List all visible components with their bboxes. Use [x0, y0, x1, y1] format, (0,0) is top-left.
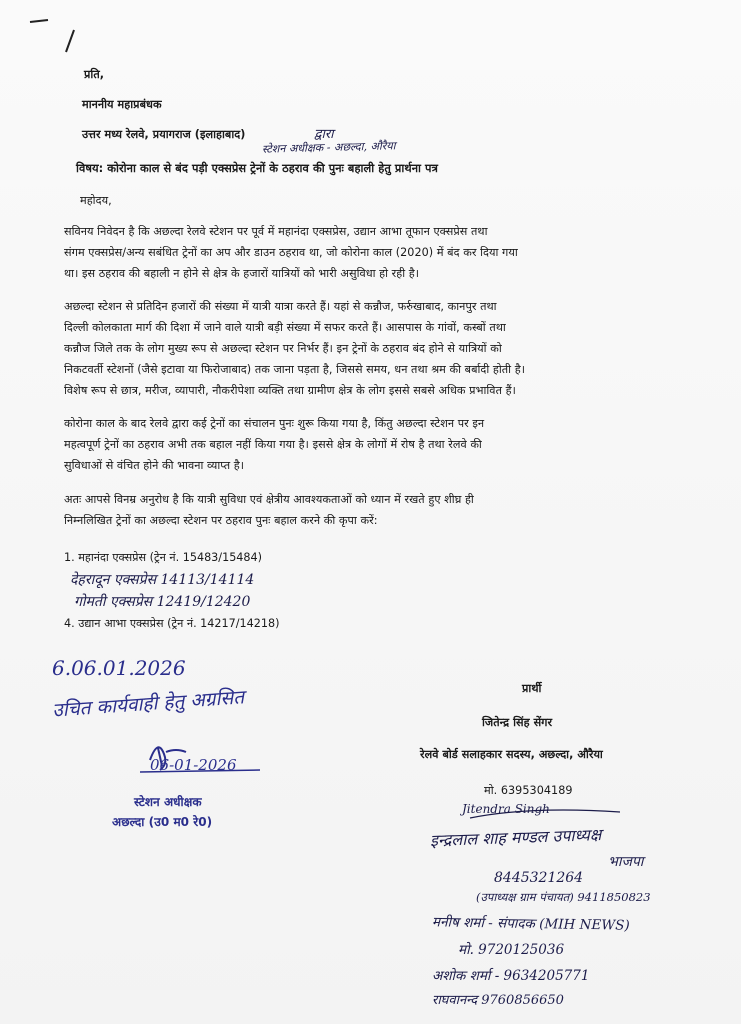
- paragraph-2-line-3: कन्नौज जिले तक के लोग मुख्य रूप से अछल्दा स्टेशन पर निर्भर हैं। इन ट्रेनों के ठहराव बंद होने से यात्रियों को: [64, 342, 502, 355]
- scan-mark-line: [30, 20, 48, 22]
- supporter-2: इन्द्रलाल शाह मण्डल उपाध्यक्ष: [429, 825, 602, 850]
- subject-line: विषय: कोरोना काल से बंद पड़ी एक्सप्रेस ट्रेनों के ठहराव की पुनः बहाली हेतु प्रार्थना पत्र: [76, 161, 438, 175]
- station-stamp-line-2: अछल्दा (उ0 म0 रे0): [112, 815, 213, 829]
- via-note-detail: स्टेशन अधीक्षक - अछल्दा, औरैया: [261, 139, 396, 156]
- paragraph-2-line-5: विशेष रूप से छात्र, मरीज, व्यापारी, नौकरीपेशा व्यक्ति तथा ग्रामीण क्षेत्र के लोग इससे सबसे अधिक प्रभावित हैं।: [64, 384, 516, 397]
- supporter-1: Jitendra Singh: [462, 802, 550, 816]
- scan-mark-slash: [66, 30, 74, 52]
- recipient-office: उत्तर मध्य रेलवे, प्रयागराज (इलाहाबाद): [82, 128, 246, 141]
- endorsement-note: उचित कार्यवाही हेतु अग्रसित: [51, 686, 245, 722]
- via-note: द्वारा: [314, 127, 334, 142]
- paragraph-3-line-3: सुविधाओं से वंचित होने की भावना व्याप्त है।: [64, 459, 245, 472]
- train-list-item-3-handwritten: गोमती एक्सप्रेस 12419/12420: [74, 594, 251, 610]
- signature-label: प्रार्थी: [522, 682, 542, 695]
- paragraph-4-line-2: निम्नलिखित ट्रेनों का अछल्दा स्टेशन पर ठहराव पुनः बहाल करने की कृपा करें:: [64, 514, 378, 527]
- endorsement-date-top: 6.06.01.2026: [52, 656, 186, 680]
- signatory-designation: रेलवे बोर्ड सलाहकार सदस्य, अछल्दा, औरैया: [420, 748, 603, 761]
- train-list-item-2-handwritten: देहरादून एक्सप्रेस 14113/14114: [70, 572, 255, 588]
- supporter-3: भाजपा: [608, 854, 644, 870]
- paragraph-1-line-2: संगम एक्सप्रेस/अन्य सबंधित ट्रेनों का अप और डाउन ठहराव था, जो कोरोना काल (2020) में बंद कर दिया गया: [64, 246, 518, 259]
- paragraph-2-line-1: अछल्दा स्टेशन से प्रतिदिन हजारों की संख्या में यात्री यात्रा करते हैं। यहां से कन्नौज, फर्रुखाबाद, कानपुर तथा: [64, 300, 497, 313]
- supporter-5: (उपाध्यक्ष ग्राम पंचायत) 9411850823: [476, 890, 651, 904]
- supporter-9: राघवानन्द 9760856650: [432, 993, 564, 1008]
- supporter-6: मनीष शर्मा - संपादक (MIH NEWS): [431, 914, 630, 934]
- signatory-mobile: मो. 6395304189: [484, 784, 573, 797]
- salutation-top: प्रति,: [84, 68, 105, 81]
- paragraph-3-line-1: कोरोना काल के बाद रेलवे द्वारा कई ट्रेनों का संचालन पुनः शुरू किया गया है, किंतु अछल्दा स्टेशन पर इन: [64, 417, 485, 430]
- paragraph-4-line-1: अतः आपसे विनम्र अनुरोध है कि यात्री सुविधा एवं क्षेत्रीय आवश्यकताओं को ध्यान में रखते हुए शीघ्र ही: [64, 493, 474, 506]
- supporter-8: अशोक शर्मा - 9634205771: [432, 968, 590, 984]
- paragraph-1-line-1: सविनय निवेदन है कि अछल्दा रेलवे स्टेशन पर पूर्व में महानंदा एक्सप्रेस, उद्यान आभा तूफान एक्सप्रेस तथा: [64, 225, 488, 238]
- signatory-name: जितेन्द्र सिंह सेंगर: [482, 716, 553, 729]
- paragraph-2-line-4: निकटवर्ती स्टेशनों (जैसे इटावा या फिरोजाबाद) तक जाना पड़ता है, जिससे समय, धन तथा श्रम की बर्बादी होती है।: [64, 363, 526, 376]
- endorsement-date-bottom: 06-01-2026: [150, 756, 237, 774]
- paragraph-3-line-2: महत्वपूर्ण ट्रेनों का ठहराव अभी तक बहाल नहीं किया गया है। इससे क्षेत्र के लोगों में रोष है तथा रेलवे की: [64, 438, 482, 451]
- greeting: महोदय,: [80, 194, 112, 207]
- recipient-title: माननीय महाप्रबंधक: [82, 98, 162, 111]
- supporter-4: 8445321264: [494, 870, 584, 886]
- paragraph-2-line-2: दिल्ली कोलकाता मार्ग की दिशा में जाने वाले यात्री बड़ी संख्या में सफर करते हैं। आसपास के गांवों, कस्बों तथा: [64, 321, 506, 334]
- train-list-item-1: 1. महानंदा एक्सप्रेस (ट्रेन नं. 15483/15484): [64, 551, 263, 564]
- supporter-7: मो. 9720125036: [458, 942, 565, 958]
- paragraph-1-line-3: था। इस ठहराव की बहाली न होने से क्षेत्र के हजारों यात्रियों को भारी असुविधा हो रही है।: [64, 267, 420, 280]
- station-stamp-line-1: स्टेशन अधीक्षक: [134, 795, 202, 809]
- train-list-item-4: 4. उद्यान आभा एक्सप्रेस (ट्रेन नं. 14217/14218): [64, 617, 280, 630]
